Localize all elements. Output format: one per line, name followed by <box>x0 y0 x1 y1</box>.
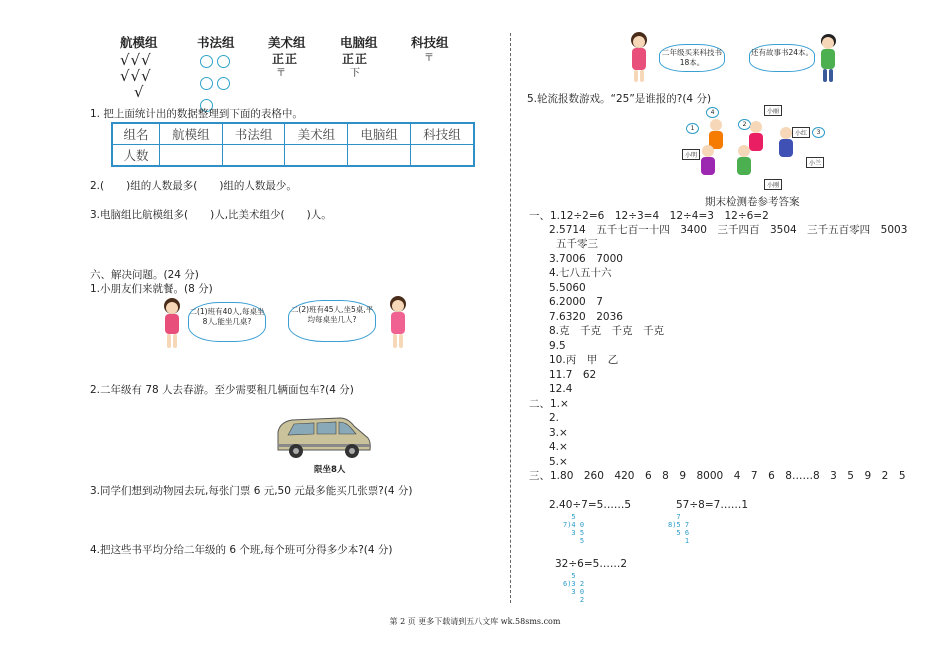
speech-bubble-2: 二(2)班有45人,坐5桌,平均每桌坐几人? <box>288 300 376 342</box>
answer-line: 3.7006 7000 <box>549 253 623 265</box>
group-label-shufa: 书法组 <box>197 35 235 50</box>
number-badge: 1 <box>686 123 699 134</box>
dining-illustration <box>160 296 420 356</box>
problem-4: 4.把这些书平均分给二年级的 6 个班,每个班可分得多少本?(4 分) <box>90 544 393 556</box>
table-header-cell: 美术组 <box>285 123 348 145</box>
number-badge: 2 <box>738 119 751 130</box>
name-tag: 小红 <box>792 127 810 138</box>
long-division-2: 7 8)5 7 5 6 1 <box>668 513 690 545</box>
answer-line: 57÷8=7……1 <box>676 499 748 511</box>
answer-line: 7.6320 2036 <box>549 311 623 323</box>
answer-line: 2. <box>549 412 560 424</box>
speech-bubble-books-1: 二年级买来科技书18本。 <box>659 44 725 72</box>
table-header-cell: 航模组 <box>160 123 223 145</box>
group-label-hangmo: 航模组 <box>120 35 158 50</box>
section-6-title: 六、解决问题。(24 分) <box>90 269 199 281</box>
answer-line: 5.5060 <box>549 282 586 294</box>
tally-hangmo-row1: √√√ <box>120 51 152 69</box>
table-header-cell: 电脑组 <box>348 123 411 145</box>
answer-line: 二、1.× <box>529 398 569 410</box>
problem-2: 2.二年级有 78 人去春游。至少需要租几辆面包车?(4 分) <box>90 384 354 396</box>
q3-part3: )人。 <box>306 209 332 221</box>
answer-line: 11.7 62 <box>549 369 597 381</box>
table-header-cell: 书法组 <box>222 123 285 145</box>
answer-line: 6.2000 7 <box>549 296 603 308</box>
answer-line: 9.5 <box>549 340 566 352</box>
table-cell-blank[interactable] <box>285 145 348 167</box>
answer-line: 12.4 <box>549 383 573 395</box>
q2-part3: )组的人数最少。 <box>219 180 297 192</box>
name-tag: 小兰 <box>806 157 824 168</box>
answer-line: 4.七八五十六 <box>549 267 612 279</box>
answer-line: 三、1.80 260 420 6 8 9 8000 4 7 6 8……8 3 5 9 2 5 <box>529 470 906 482</box>
question-5: 5.轮流报数游戏。“25”是谁报的?(4 分) <box>527 93 712 105</box>
question-1: 1. 把上面统计出的数据整理到下面的表格中。 <box>90 108 303 120</box>
q2-part2: )组的人数最多( <box>126 180 198 192</box>
name-tag: 小明 <box>682 149 700 160</box>
tally-meishu-row1: 正正 <box>272 52 299 66</box>
q3-part1: 3.电脑组比航模组多( <box>90 209 189 221</box>
q2-part1: 2.( <box>90 180 105 192</box>
speech-bubble-1: 二(1)班有40人,每桌坐8人,能坐几桌? <box>188 302 266 342</box>
table-cell-blank[interactable] <box>410 145 474 167</box>
answer-line: 4.× <box>549 441 568 453</box>
q3-part2: )人,比美术组少( <box>210 209 285 221</box>
number-badge: 4 <box>706 107 719 118</box>
counting-game-illustration <box>680 105 830 191</box>
tally-diannao-row1: 正正 <box>342 52 369 66</box>
answers-title: 期末检测卷参考答案 <box>705 196 800 208</box>
table-cell-blank[interactable] <box>222 145 285 167</box>
long-division-3: 5 6)3 2 3 0 2 <box>563 572 585 604</box>
problem-1: 1.小朋友们来就餐。(8 分) <box>90 283 213 295</box>
table-header-row <box>112 123 474 145</box>
page-footer: 第 2 页 更多下载请到五八文库 wk.58sms.com <box>389 617 561 626</box>
long-division-1: 5 7)4 0 3 5 5 <box>563 513 585 545</box>
answer-line: 一、1.12÷2=6 12÷3=4 12÷4=3 12÷6=2 <box>529 210 769 222</box>
answer-line: 五千零三 <box>556 238 598 250</box>
answer-line: 5.× <box>549 456 568 468</box>
answer-line: 32÷6=5……2 <box>555 558 627 570</box>
group-label-keji: 科技组 <box>411 35 449 50</box>
table-cell-blank[interactable] <box>160 145 223 167</box>
answer-line: 10.丙 甲 乙 <box>549 354 619 366</box>
table-header-cell: 组名 <box>112 123 160 145</box>
answer-line: 8.克 千克 千克 千克 <box>549 325 665 337</box>
tally-hangmo-row3: √ <box>134 83 145 101</box>
table-cell-blank[interactable] <box>348 145 411 167</box>
name-tag: 小丽 <box>764 105 782 116</box>
number-badge: 3 <box>812 127 825 138</box>
answer-line: 2.40÷7=5……5 <box>549 499 632 511</box>
books-illustration <box>625 30 845 90</box>
tally-diannao-row2: 下 <box>350 68 361 79</box>
table-header-cell: 科技组 <box>410 123 474 145</box>
question-3 <box>90 208 332 222</box>
van-caption: 限坐8人 <box>314 465 346 475</box>
group-label-diannao: 电脑组 <box>340 35 378 50</box>
answer-line: 3.× <box>549 427 568 439</box>
question-2 <box>90 179 297 193</box>
speech-bubble-books-2: 还有故事书24本。 <box>749 44 815 72</box>
name-tag: 小刚 <box>764 179 782 190</box>
problem-3: 3.同学们想到动物园去玩,每张门票 6 元,50 元最多能买几张票?(4 分) <box>90 485 413 497</box>
table-row <box>112 145 474 167</box>
tally-meishu-row2: 〒 <box>276 68 287 79</box>
tally-keji-row1: 〒 <box>424 53 435 64</box>
column-divider <box>510 33 511 603</box>
answer-line: 2.5714 五千七百一十四 3400 三千四百 3504 三千五百零四 5003 <box>549 224 908 236</box>
tally-hangmo-row2: √√√ <box>120 67 152 85</box>
table-row-label: 人数 <box>112 145 160 167</box>
group-label-meishu: 美术组 <box>268 35 306 50</box>
stat-table <box>111 122 475 167</box>
van-image <box>274 410 374 462</box>
